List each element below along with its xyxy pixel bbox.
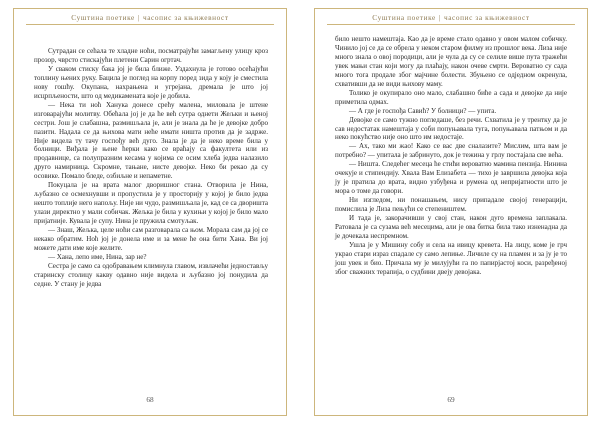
- paragraph: Покуцала је на врата малог дворишног стана. Отворила је Нина, љубазно се осмехнувши и пропустила је у просторију у којој је било једва нешто топлије него напољу. Није ни чудо, размишљала је, кад се са дворишта улази директно у мали собичак. Жељка је била у кухињи у којој је било мало пријатније. Кувала је супу. Нина је пружила смотуљак.: [34, 181, 268, 226]
- paragraph: — Нека ти ноћ Ханука донесе срећу малена, миловала је штене изговарајући молитву. Обећала јој је да ће већ сутра однети Жељки и њеној сестри. Још је слабашна, размишљала је, али је знала да ће је девојке добро пазити. Надала се да њихова мати неће имати ништа против да је задрже. Није видела ту тачу госпођу већ дуго. Знала је да је неко време била у болници. Виђала је њене ћерки како се враћају са факултета или из продавнице, са полупразним кесама у којима се осим хлеба једва налазило друго намирница. Скромне, тањане, нисте девојке. Неко би рекао да су осовике. Помало бледе, озбиљне и непаметне.: [34, 100, 268, 181]
- paragraph: — А где је госпођа Савић? У болници? — упита.: [349, 106, 497, 115]
- running-head-separator: |: [438, 13, 441, 22]
- body-text: [34, 47, 268, 289]
- paragraph: — Ништа. Следећег месеца ће стићи вероватно мамина пензија. Нинина очекује и стипендију. Хвала Вам Елизабета — тихо је завршила девојка која ју је пратила до врата, видно узбуђена и румена од непријатности што је мора о томе да говори.: [335, 160, 567, 196]
- right-page: [314, 8, 588, 416]
- paragraph: Толико је окупирало оно мало, слабашно биће а сада и девојке да није приметила одмах.: [335, 88, 567, 106]
- paragraph: У сваком стиску бака јој је била ближе. Уздахнула је готово осећајући топлину њених руку. Бацила је поглед на корпу поред зида у коју је сместила нову гошћу. Окупана, нахрањена и угрејана, дремала је што јој исцрпљености, што од медикамената које је добила.: [34, 64, 268, 100]
- header-rule: [327, 24, 575, 25]
- paragraph-continued: било нешто намештаја. Као да је време стало одавно у овом малом собичку. Чинило јој се да се обрела у неком старом филму из прошлог века. Лиза није много знала о овој породици, али је чула да су се селиле више пута тражећи увек мањи стан који могу да плаћају, након очеве смрти. Вероватно су сада много тога продале због мајчине болести. Збуњено се одједном окренула, схвативши да не види њихову маму.: [335, 35, 567, 88]
- header-rule: [26, 24, 274, 25]
- running-head-separator: |: [137, 13, 140, 22]
- paragraph: И тада је, закорачивши у свој стан, након дуго времена заплакала. Ратовала је са сузама већ месецима, али је ова битка била тако изненадна да је дочекала неспремном.: [335, 214, 567, 240]
- paragraph: Сутрадан се сећала те хладне ноћи, посматрајући замагљену улицу кроз прозор, чврсто стискајући плетени Сарин огртач.: [34, 47, 268, 64]
- running-head-subtitle: часопис за књижевност: [142, 13, 229, 22]
- paragraph: Девојке се само тужно погледаше, без речи. Схватила је у трентку да је сав недостатак намештаја у соби попуњавала туга, попуњавала патњом и да неко покућство није оно што им недостаје.: [335, 115, 567, 142]
- paragraph: Ни изгледом, ни понашањем, нису припадале својој генерацији, помислила је Лиза пењући се степеништем.: [335, 196, 567, 214]
- running-head-subtitle: часопис за књижевност: [443, 13, 530, 22]
- paragraph: — Хана, лепо име, Нина, зар не?: [48, 252, 147, 261]
- paragraph: Сестра је само са одобравањем климнула главом, извлачећи једностављу старинску столицу какву одавно није видела и љубазно јој понудила да седне. У стану је једва: [34, 261, 268, 288]
- running-head: [315, 13, 587, 22]
- running-head-title: Суштина поетике: [372, 13, 436, 22]
- left-page: [13, 8, 287, 416]
- body-text: [335, 35, 567, 277]
- running-head: [14, 13, 286, 22]
- paragraph: Ушла је у Мишину собу и села на ивицу кревета. На лицу, коме је грч украо стари израз спадале су само лепиње. Личиле су на пламен и за ју је то још увек и био. Причала му је милујући га по папирјастој коси, разређеној због сважних терапија, о судбини двеју девојака.: [335, 240, 567, 276]
- paragraph: — Знаш, Жељка, целе ноћи сам разговарала са њом. Морала сам да јој се некако обратим. Ноћ јој је донела име и за мене ће она бити Хана. Ви јој можете дати име које желите.: [34, 226, 268, 252]
- page-number: 68: [146, 395, 154, 404]
- page-number: 69: [447, 395, 455, 404]
- paragraph: — Ах, тако ми жао! Како се вас две сналазите? Мислим, шта вам је потребно? — упитала је забринуто, док је тежина у грлу постајала све већа.: [335, 142, 567, 160]
- running-head-title: Суштина поетике: [71, 13, 135, 22]
